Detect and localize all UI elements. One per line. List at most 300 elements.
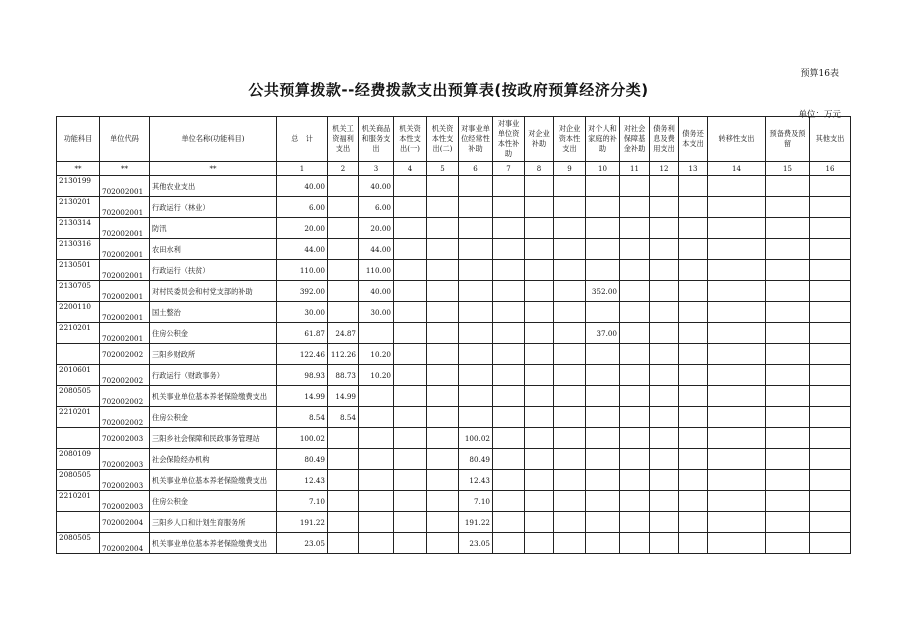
amount-cell (525, 197, 554, 218)
column-index-cell: ** (100, 162, 150, 176)
unit-name-cell: 农田水利 (150, 239, 277, 260)
unit-code-cell: 702002002 (100, 407, 150, 428)
amount-cell: 44.00 (277, 239, 328, 260)
amount-cell (810, 407, 851, 428)
amount-cell (525, 302, 554, 323)
unit-name-cell: 住房公积金 (150, 323, 277, 344)
amount-cell: 122.46 (277, 344, 328, 365)
amount-cell (394, 386, 427, 407)
amount-cell (650, 512, 679, 533)
amount-cell (620, 344, 650, 365)
column-index-cell: ** (57, 162, 100, 176)
amount-cell (586, 533, 620, 554)
amount-cell (493, 449, 525, 470)
amount-cell (708, 218, 766, 239)
amount-cell (708, 407, 766, 428)
amount-cell: 6.00 (359, 197, 394, 218)
amount-cell: 37.00 (586, 323, 620, 344)
amount-cell: 12.43 (459, 470, 493, 491)
unit-name-cell: 三阳乡人口和计划生育服务所 (150, 512, 277, 533)
amount-cell (766, 344, 810, 365)
amount-cell (810, 197, 851, 218)
amount-cell (766, 281, 810, 302)
amount-cell (554, 491, 586, 512)
amount-cell (708, 281, 766, 302)
amount-cell (708, 491, 766, 512)
amount-cell (359, 449, 394, 470)
amount-cell (394, 239, 427, 260)
amount-cell (766, 386, 810, 407)
amount-cell (554, 302, 586, 323)
amount-cell (525, 533, 554, 554)
amount-cell (766, 428, 810, 449)
column-header: 对社会保障基金补助 (620, 117, 650, 162)
amount-cell: 23.05 (459, 533, 493, 554)
amount-cell (394, 176, 427, 197)
amount-cell (427, 281, 459, 302)
amount-cell (525, 386, 554, 407)
amount-cell (650, 470, 679, 491)
amount-cell: 24.87 (328, 323, 359, 344)
table-row (57, 491, 851, 512)
amount-cell (554, 281, 586, 302)
column-header: 债务还本支出 (679, 117, 708, 162)
amount-cell (493, 491, 525, 512)
amount-cell (708, 176, 766, 197)
amount-cell: 30.00 (359, 302, 394, 323)
amount-cell (620, 218, 650, 239)
amount-cell (328, 491, 359, 512)
amount-cell (586, 302, 620, 323)
unit-code-cell: 702002001 (100, 176, 150, 197)
unit-name-cell: 防汛 (150, 218, 277, 239)
amount-cell: 80.49 (277, 449, 328, 470)
amount-cell (708, 302, 766, 323)
amount-cell (708, 239, 766, 260)
amount-cell (359, 323, 394, 344)
amount-cell: 23.05 (277, 533, 328, 554)
column-header: 单位名称(功能科目) (150, 117, 277, 162)
column-header: 机关资本性支出(一) (394, 117, 427, 162)
amount-cell (427, 197, 459, 218)
column-index-cell: 15 (766, 162, 810, 176)
amount-cell (766, 239, 810, 260)
unit-code-cell: 702002001 (100, 218, 150, 239)
function-code-cell (57, 344, 100, 365)
amount-cell (650, 323, 679, 344)
amount-cell (554, 407, 586, 428)
amount-cell (493, 218, 525, 239)
table-row (57, 344, 851, 365)
column-index-cell: 14 (708, 162, 766, 176)
function-code-cell (57, 428, 100, 449)
amount-cell: 12.43 (277, 470, 328, 491)
amount-cell (554, 533, 586, 554)
amount-cell: 100.02 (277, 428, 328, 449)
amount-cell: 10.20 (359, 344, 394, 365)
amount-cell (394, 428, 427, 449)
amount-cell (525, 218, 554, 239)
amount-cell (394, 281, 427, 302)
table-row (57, 533, 851, 554)
unit-name-cell: 三阳乡财政所 (150, 344, 277, 365)
unit-code-cell: 702002001 (100, 260, 150, 281)
unit-code-cell: 702002004 (100, 512, 150, 533)
amount-cell (328, 197, 359, 218)
amount-cell (708, 365, 766, 386)
amount-cell (394, 302, 427, 323)
amount-cell (810, 281, 851, 302)
amount-cell (679, 197, 708, 218)
amount-cell (766, 218, 810, 239)
column-header: 对事业单位资本性补助 (493, 117, 525, 162)
amount-cell (679, 428, 708, 449)
amount-cell (620, 386, 650, 407)
amount-cell: 7.10 (277, 491, 328, 512)
unit-code-cell: 702002003 (100, 449, 150, 470)
unit-note: 单位：万元 (798, 110, 841, 120)
amount-cell (620, 239, 650, 260)
amount-cell (427, 470, 459, 491)
amount-cell (459, 176, 493, 197)
amount-cell (810, 344, 851, 365)
unit-code-cell: 702002001 (100, 239, 150, 260)
amount-cell: 98.93 (277, 365, 328, 386)
amount-cell (427, 176, 459, 197)
amount-cell: 191.22 (277, 512, 328, 533)
amount-cell (359, 470, 394, 491)
amount-cell (427, 239, 459, 260)
table-row (57, 176, 851, 197)
amount-cell (359, 407, 394, 428)
amount-cell (328, 302, 359, 323)
column-header: 机关资本性支出(二) (427, 117, 459, 162)
amount-cell (525, 281, 554, 302)
amount-cell: 14.99 (328, 386, 359, 407)
amount-cell (679, 176, 708, 197)
unit-code-cell: 702002002 (100, 365, 150, 386)
amount-cell (394, 533, 427, 554)
function-code-cell: 2080505 (57, 470, 100, 491)
amount-cell (554, 512, 586, 533)
amount-cell (679, 449, 708, 470)
amount-cell (766, 491, 810, 512)
amount-cell (427, 218, 459, 239)
amount-cell (359, 533, 394, 554)
amount-cell (525, 512, 554, 533)
column-index-cell: 13 (679, 162, 708, 176)
amount-cell (459, 386, 493, 407)
amount-cell (586, 512, 620, 533)
amount-cell (708, 386, 766, 407)
amount-cell (766, 512, 810, 533)
amount-cell (586, 449, 620, 470)
unit-name-cell: 机关事业单位基本养老保险缴费支出 (150, 533, 277, 554)
amount-cell (810, 260, 851, 281)
column-header: 功能科目 (57, 117, 100, 162)
unit-name-cell: 行政运行（扶贫） (150, 260, 277, 281)
amount-cell (525, 449, 554, 470)
amount-cell: 40.00 (359, 176, 394, 197)
column-header: 转移性支出 (708, 117, 766, 162)
amount-cell (427, 449, 459, 470)
function-code-cell: 2010601 (57, 365, 100, 386)
function-code-cell: 2080505 (57, 386, 100, 407)
amount-cell (679, 365, 708, 386)
column-header: 对事业单位经常性补助 (459, 117, 493, 162)
column-index-cell: 16 (810, 162, 851, 176)
table-row (57, 470, 851, 491)
unit-code-cell: 702002004 (100, 533, 150, 554)
column-header: 对企业补助 (525, 117, 554, 162)
amount-cell (586, 470, 620, 491)
column-index-cell: 6 (459, 162, 493, 176)
table-row (57, 407, 851, 428)
amount-cell (650, 428, 679, 449)
amount-cell (586, 491, 620, 512)
amount-cell (493, 386, 525, 407)
column-header: 机关工资福利支出 (328, 117, 359, 162)
amount-cell (394, 218, 427, 239)
amount-cell (620, 533, 650, 554)
amount-cell (554, 260, 586, 281)
amount-cell (554, 218, 586, 239)
amount-cell (708, 197, 766, 218)
amount-cell: 80.49 (459, 449, 493, 470)
amount-cell (328, 239, 359, 260)
amount-cell (554, 239, 586, 260)
amount-cell (766, 365, 810, 386)
unit-code-cell: 702002001 (100, 323, 150, 344)
amount-cell (650, 260, 679, 281)
amount-cell (525, 176, 554, 197)
amount-cell (493, 470, 525, 491)
amount-cell (766, 323, 810, 344)
amount-cell (359, 491, 394, 512)
amount-cell (394, 365, 427, 386)
unit-name-cell: 对村民委员会和村党支部的补助 (150, 281, 277, 302)
function-code-cell: 2080505 (57, 533, 100, 554)
function-code-cell: 2130314 (57, 218, 100, 239)
amount-cell (493, 239, 525, 260)
amount-cell: 40.00 (277, 176, 328, 197)
amount-cell (394, 407, 427, 428)
amount-cell (554, 428, 586, 449)
amount-cell (810, 218, 851, 239)
unit-name-cell: 机关事业单位基本养老保险缴费支出 (150, 386, 277, 407)
amount-cell (810, 302, 851, 323)
table-number-note: 预算16表 (800, 69, 839, 79)
amount-cell (620, 197, 650, 218)
amount-cell (586, 239, 620, 260)
unit-name-cell: 社会保险经办机构 (150, 449, 277, 470)
amount-cell: 7.10 (459, 491, 493, 512)
amount-cell (493, 365, 525, 386)
column-index-cell: 2 (328, 162, 359, 176)
table-row (57, 281, 851, 302)
amount-cell (679, 260, 708, 281)
column-index-cell: 11 (620, 162, 650, 176)
table-row (57, 365, 851, 386)
amount-cell (493, 533, 525, 554)
unit-code-cell: 702002003 (100, 491, 150, 512)
column-index-cell: 1 (277, 162, 328, 176)
amount-cell (620, 470, 650, 491)
amount-cell (525, 365, 554, 386)
amount-cell (650, 449, 679, 470)
function-code-cell: 2210201 (57, 491, 100, 512)
unit-name-cell: 其他农业支出 (150, 176, 277, 197)
table-body (57, 162, 851, 554)
unit-code-cell: 702002003 (100, 428, 150, 449)
column-header: 其他支出 (810, 117, 851, 162)
amount-cell (328, 512, 359, 533)
amount-cell (493, 512, 525, 533)
amount-cell (493, 176, 525, 197)
unit-name-cell: 国土整治 (150, 302, 277, 323)
amount-cell (620, 449, 650, 470)
amount-cell (459, 260, 493, 281)
amount-cell (620, 491, 650, 512)
amount-cell (679, 218, 708, 239)
amount-cell (328, 428, 359, 449)
amount-cell (679, 239, 708, 260)
amount-cell (650, 176, 679, 197)
unit-name-cell: 行政运行（林业） (150, 197, 277, 218)
unit-code-cell: 702002002 (100, 344, 150, 365)
amount-cell (679, 512, 708, 533)
amount-cell (459, 218, 493, 239)
amount-cell (493, 323, 525, 344)
column-index-cell: 9 (554, 162, 586, 176)
amount-cell (554, 365, 586, 386)
amount-cell (708, 323, 766, 344)
function-code-cell: 2130199 (57, 176, 100, 197)
column-header: 机关商品和服务支出 (359, 117, 394, 162)
amount-cell (766, 260, 810, 281)
amount-cell (459, 407, 493, 428)
amount-cell (525, 260, 554, 281)
amount-cell (427, 512, 459, 533)
amount-cell (586, 260, 620, 281)
amount-cell (554, 449, 586, 470)
amount-cell (459, 344, 493, 365)
amount-cell (708, 428, 766, 449)
budget-table (56, 116, 851, 554)
header-row (57, 117, 851, 162)
amount-cell (554, 344, 586, 365)
column-index-cell: 5 (427, 162, 459, 176)
amount-cell (679, 491, 708, 512)
amount-cell (525, 491, 554, 512)
amount-cell: 112.26 (328, 344, 359, 365)
amount-cell (394, 344, 427, 365)
amount-cell (679, 407, 708, 428)
amount-cell (620, 302, 650, 323)
amount-cell (766, 407, 810, 428)
amount-cell (620, 407, 650, 428)
amount-cell (359, 512, 394, 533)
amount-cell: 20.00 (359, 218, 394, 239)
amount-cell (650, 344, 679, 365)
amount-cell (427, 344, 459, 365)
table-row (57, 218, 851, 239)
function-code-cell: 2130316 (57, 239, 100, 260)
column-index-cell: 4 (394, 162, 427, 176)
amount-cell (525, 344, 554, 365)
amount-cell (328, 260, 359, 281)
table-row (57, 302, 851, 323)
amount-cell (459, 302, 493, 323)
amount-cell: 8.54 (328, 407, 359, 428)
amount-cell (650, 533, 679, 554)
amount-cell (394, 260, 427, 281)
amount-cell (554, 197, 586, 218)
amount-cell (427, 386, 459, 407)
unit-code-cell: 702002001 (100, 197, 150, 218)
function-code-cell: 2080109 (57, 449, 100, 470)
column-index-cell: 8 (525, 162, 554, 176)
amount-cell (810, 365, 851, 386)
amount-cell (493, 302, 525, 323)
table-row (57, 386, 851, 407)
amount-cell: 110.00 (277, 260, 328, 281)
amount-cell (650, 218, 679, 239)
amount-cell (394, 323, 427, 344)
amount-cell: 191.22 (459, 512, 493, 533)
amount-cell (620, 365, 650, 386)
amount-cell (459, 197, 493, 218)
unit-name-cell: 机关事业单位基本养老保险缴费支出 (150, 470, 277, 491)
column-index-cell: ** (150, 162, 277, 176)
amount-cell (427, 260, 459, 281)
table-row (57, 512, 851, 533)
amount-cell (766, 533, 810, 554)
amount-cell: 30.00 (277, 302, 328, 323)
amount-cell: 20.00 (277, 218, 328, 239)
column-header: 预备费及预留 (766, 117, 810, 162)
unit-code-cell: 702002001 (100, 281, 150, 302)
function-code-cell: 2130705 (57, 281, 100, 302)
amount-cell (766, 449, 810, 470)
amount-cell (586, 365, 620, 386)
amount-cell (554, 386, 586, 407)
column-header: 对企业资本性支出 (554, 117, 586, 162)
amount-cell (525, 239, 554, 260)
amount-cell (650, 365, 679, 386)
amount-cell (586, 428, 620, 449)
amount-cell (554, 470, 586, 491)
amount-cell (554, 176, 586, 197)
amount-cell (708, 512, 766, 533)
amount-cell (810, 491, 851, 512)
column-header: 单位代码 (100, 117, 150, 162)
amount-cell (679, 323, 708, 344)
amount-cell (679, 386, 708, 407)
unit-code-cell: 702002003 (100, 470, 150, 491)
amount-cell: 14.99 (277, 386, 328, 407)
amount-cell: 110.00 (359, 260, 394, 281)
unit-name-cell: 行政运行（财政事务） (150, 365, 277, 386)
amount-cell (650, 197, 679, 218)
amount-cell (679, 470, 708, 491)
amount-cell (328, 533, 359, 554)
amount-cell (679, 281, 708, 302)
amount-cell (708, 260, 766, 281)
amount-cell (394, 491, 427, 512)
column-header: 总 计 (277, 117, 328, 162)
amount-cell (708, 470, 766, 491)
